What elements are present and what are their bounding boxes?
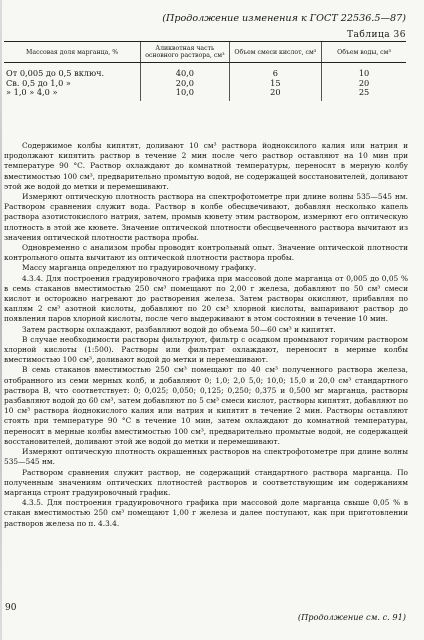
table-cell: 15 (229, 79, 321, 89)
table-cell: 25 (322, 88, 406, 101)
column-header: Объем воды, см³ (322, 42, 406, 63)
paragraph: В семь стаканов вместимостью 250 см³ помещают по 40 см³ полученного раствора железа, отобранного из семи мерных колб, и добавляют 0; 1,0; 2,0 5,0; 10,0; 15,0 и 20,0 см³ стандартного раствора В, что соответствует: 0; 0,025; 0,050; 0,125; 0,250; 0,375 и 0,500 мг марганца, растворы разбавляют водой до 60 см³, затем добавляют по 5 см³ смеси кислот, растворы кипятят, добавляют по 10 см³ раствора йоднокислого калия или натрия и кипятят в течение 2 мин. Растворы оставляют стоять при температуре 90 °С в течение 10 мин, затем охлаждают до комнатной температуры, переносят в мерные колбы вместимостью 100 см³, предварительно промытые водой, не содержащей восстановителей, доливают этой же водой до метки и перемешивают. (4, 365, 408, 446)
table-cell: От 0,005 до 0,5 включ. (6, 68, 105, 79)
column-header: Объем смеси кислот, см³ (229, 42, 321, 63)
table-cell: 20 (229, 88, 321, 101)
table-cell: 6 (229, 63, 321, 79)
column-header: Аликвотная часть основного раствора, см³ (141, 42, 229, 63)
paragraph: Массу марганца определяют по градуировочному графику. (22, 263, 257, 273)
paragraph: Затем растворы охлаждают, разбавляют водой до объема 50—60 см³ и кипятят. (22, 324, 336, 334)
paragraph: Содержимое колбы кипятят, доливают 10 см³ раствора йодноксилого калия или натрия и продолжают кипятить раствор в течение 2 мин после чего раствор оставляют на 10 мин при температуре 90 °С. Раствор охлаждают до комнатной температуры, переносят в мерную колбу вместимостью 100 см³, предварительно промытую водой, не содержащей восстановителей, доливают этой же водой до метки и перемешивают. (4, 141, 408, 191)
page-header: (Продолжение изменения к ГОСТ 22536.5—87) (162, 13, 406, 24)
table-cell: » 1,0 » 4,0 » (6, 87, 58, 98)
paragraph: В случае необходимости растворы фильтруют, фильтр с осадком промывают горячим раствором хлорной кислоты (1:500). Растворы или фильтрат охлаждают, переносят в мерные колбы вместимостью 100 см³, доливают водой до метки и перемешивают. (4, 334, 408, 365)
table-cell: 20 (322, 79, 406, 89)
paragraph: Измеряют оптическую плотность раствора на спектрофотометре при длине волны 535—545 нм. Раствором сравнения служит вода. Раствор в колбе обесцвечивают, добавляя несколько капель раствора азотистокислого натрия, затем, промыв кювету этим раствором, измеряют его оптическую плотность в этой же кювете. Значение оптической плотности обесцвеченного раствора вычитают из значения оптической плотности раствора пробы. (4, 192, 408, 242)
table-cell: 10 (322, 63, 406, 79)
table-row (4, 63, 406, 79)
table-cell: 20,0 (141, 79, 229, 89)
table-number: Таблица 36 (347, 30, 406, 40)
data-table (4, 41, 406, 101)
page-edge-shadow (0, 0, 2, 640)
paragraph: Измеряют оптическую плотность окрашенных растворов на спектрофотометре при длине волны 535—545 нм. (4, 447, 408, 467)
column-header: Массовая доля марганца, % (4, 42, 141, 63)
table-cell: Св. 0,5 до 1,0 » (6, 77, 71, 88)
body-text (4, 141, 408, 529)
table-cell: 10,0 (141, 88, 229, 101)
table-row (4, 79, 406, 89)
continuation-note: (Продолжение см. с. 91) (297, 612, 406, 622)
paragraph: 4.3.5. Для построения градуировочного графика при массовой доле марганца свыше 0,05 % в стакан вместимостью 250 см³ помещают 1,00 г железа и далее поступают, как при приготовлении растворов железа по п. 4.3.4. (4, 498, 408, 528)
paragraph: 4.3.4. Для построения градуировочного графика при массовой доле марганца от 0,005 до 0,05 % в семь стаканов вместимостью 250 см³ помещают по 2,00 г железа, добавляют по 50 см³ смеси кислот и осторожно нагревают до растворения железа. Затем растворы окисляют, прибавляя по каплям 2 см³ азотной кислоты, добавляют по 20 см³ хлорной кислоты, выпаривают раствор до появления паров хлорной кислоты, после чего выдерживают в этом состоянии в течение 10 мин. (4, 273, 408, 324)
page-number: 90 (5, 603, 17, 613)
paragraph: Раствором сравнения служит раствор, не содержащий стандартного раствора марганца. По полученным значениям оптических плотностей растворов и соответствующим им содержаниям марганца строят градуировочный график. (4, 467, 408, 497)
table-header-row (4, 42, 406, 63)
table-row (4, 88, 406, 101)
paragraph: Одновременно с анализом пробы проводят контрольный опыт. Значение оптической плотности контрольного опыта вычитают из оптической плотности раствора пробы. (4, 243, 408, 263)
table-cell: 40,0 (141, 63, 229, 79)
